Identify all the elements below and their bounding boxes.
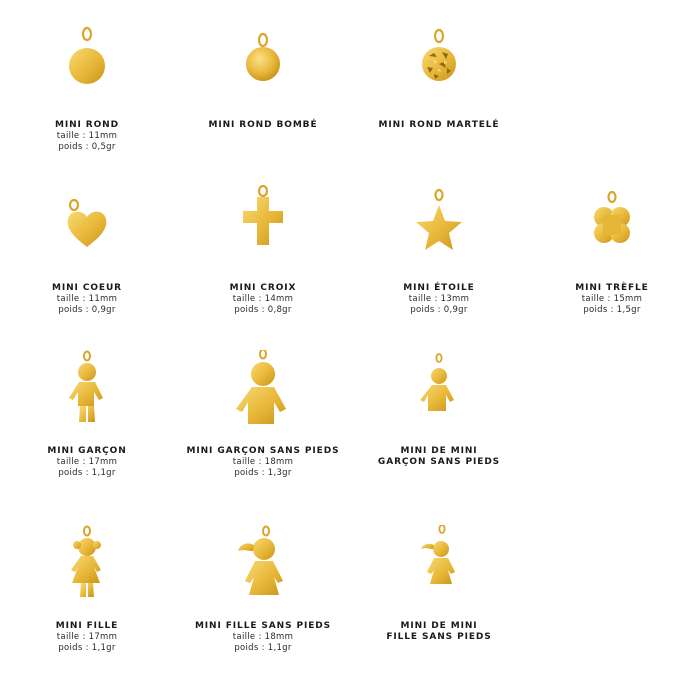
product-name: MINI CROIX: [229, 283, 297, 293]
hammered-round-pendant-icon: [409, 22, 469, 102]
product-name: MINI ROND MARTELÉ: [378, 120, 500, 130]
product-mini-etoile[interactable]: [354, 185, 524, 325]
product-name: MINI DE MINI: [400, 446, 478, 456]
cross-pendant-icon: [228, 185, 298, 265]
product-size: taille : 14mm: [232, 294, 294, 304]
product-name: MINI ROND: [54, 120, 119, 130]
product-weight: poids : 1,3gr: [234, 468, 292, 478]
product-size: taille : 15mm: [581, 294, 643, 304]
product-size: taille : 11mm: [56, 294, 118, 304]
product-mini-rond-martele[interactable]: [354, 22, 524, 162]
product-mini-garcon[interactable]: [2, 350, 172, 490]
product-weight: poids : 1,1gr: [58, 468, 116, 478]
product-mini-fille-sans-pieds[interactable]: [178, 525, 348, 665]
product-mini-coeur[interactable]: [2, 185, 172, 325]
product-size: taille : 18mm: [232, 457, 294, 467]
product-mini-trefle[interactable]: [527, 185, 697, 325]
product-name: MINI DE MINI: [400, 621, 478, 631]
product-name: MINI TRÈFLE: [575, 283, 649, 293]
product-size: taille : 17mm: [56, 457, 118, 467]
product-mini-rond-bombe[interactable]: [178, 22, 348, 162]
product-name-line2: GARÇON SANS PIEDS: [377, 457, 501, 467]
tiny-girl-pendant-icon: [404, 525, 474, 615]
product-weight: poids : 1,1gr: [234, 643, 292, 653]
product-size: taille : 11mm: [56, 131, 118, 141]
product-weight: poids : 1,5gr: [583, 305, 641, 315]
product-mini-croix[interactable]: [178, 185, 348, 325]
product-weight: poids : 0,5gr: [58, 142, 116, 152]
girl-pendant-icon: [52, 525, 122, 615]
product-weight: poids : 0,9gr: [410, 305, 468, 315]
clover-pendant-icon: [577, 185, 647, 265]
domed-round-pendant-icon: [233, 22, 293, 102]
product-mini-rond[interactable]: [2, 22, 172, 162]
girl-no-feet-pendant-icon: [228, 525, 298, 615]
product-weight: poids : 1,1gr: [58, 643, 116, 653]
star-pendant-icon: [404, 185, 474, 265]
product-weight: poids : 0,9gr: [58, 305, 116, 315]
product-size: taille : 17mm: [56, 632, 118, 642]
product-name-line2: FILLE SANS PIEDS: [386, 632, 492, 642]
product-name: MINI FILLE SANS PIEDS: [194, 621, 332, 631]
round-pendant-icon: [57, 22, 117, 102]
product-size: taille : 18mm: [232, 632, 294, 642]
product-name: MINI FILLE: [55, 621, 119, 631]
product-size: taille : 13mm: [408, 294, 470, 304]
product-mini-garcon-sans-pieds[interactable]: [178, 350, 348, 490]
product-mini-de-mini-fille[interactable]: [354, 525, 524, 665]
product-weight: poids : 0,8gr: [234, 305, 292, 315]
product-name: MINI COEUR: [52, 283, 122, 293]
heart-pendant-icon: [52, 185, 122, 265]
tiny-boy-pendant-icon: [404, 350, 474, 440]
product-name: MINI ROND BOMBÉ: [208, 120, 318, 130]
product-name: MINI GARÇON: [47, 446, 127, 456]
product-mini-fille[interactable]: [2, 525, 172, 665]
product-mini-de-mini-garcon[interactable]: [354, 350, 524, 490]
boy-pendant-icon: [52, 350, 122, 440]
boy-no-feet-pendant-icon: [228, 350, 298, 440]
product-name: MINI GARÇON SANS PIEDS: [186, 446, 340, 456]
product-name: MINI ÉTOILE: [403, 283, 475, 293]
